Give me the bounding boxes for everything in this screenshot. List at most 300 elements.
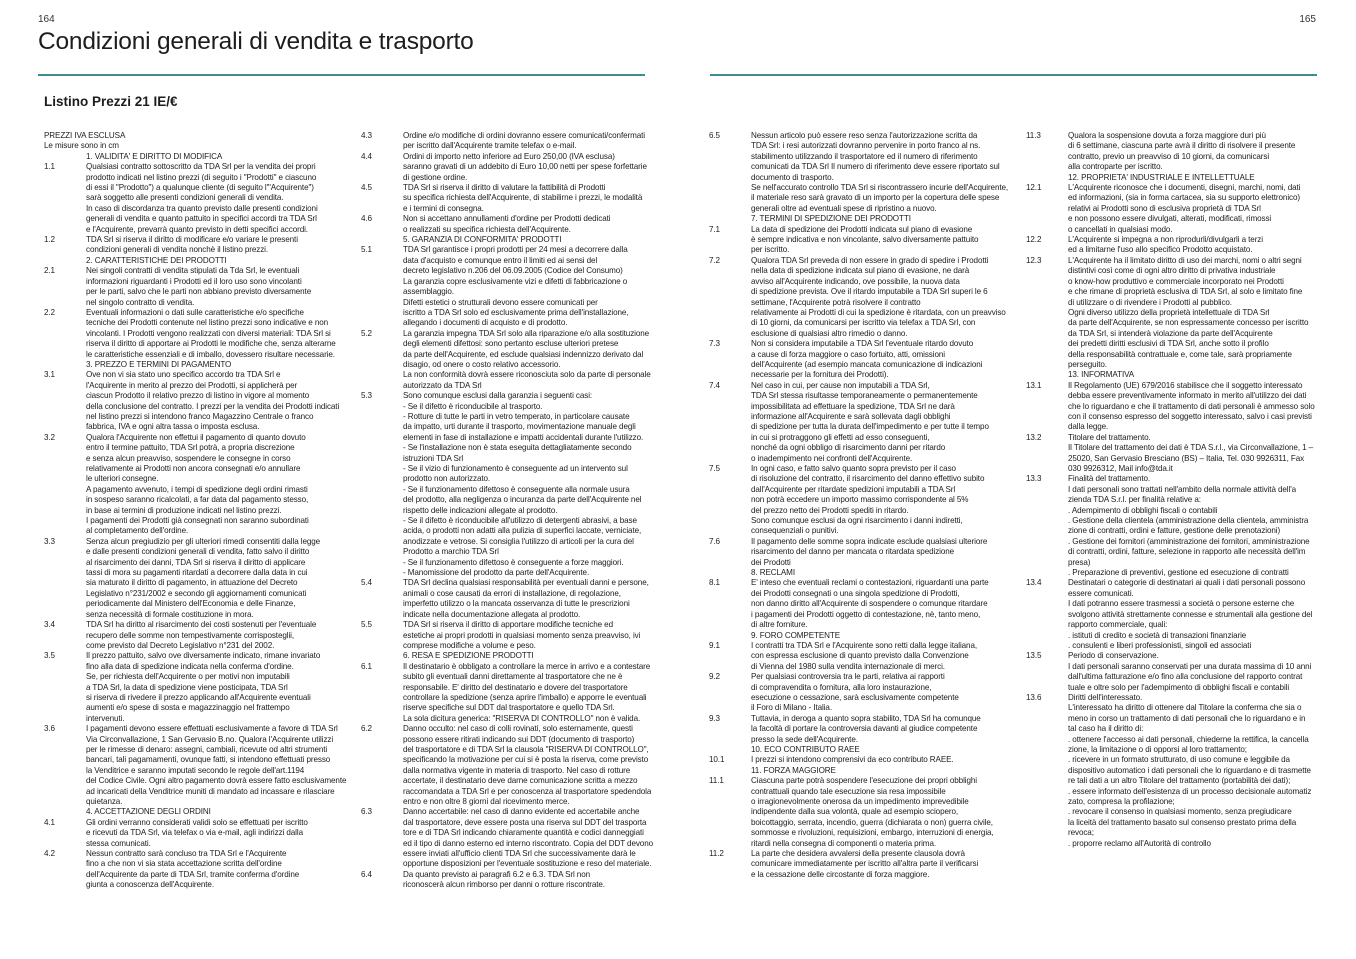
clause-number: 8.1: [709, 578, 720, 588]
clause-line: Non si accettano annullamenti d'ordine per Prodotti dedicati: [403, 214, 611, 224]
clause-line: del prezzo netto dei Prodotti spediti in ritardo.: [751, 505, 909, 515]
clause-line: zienda TDA S.r.l. per finalità relative a:: [1068, 495, 1201, 505]
clause-line: di 6 settimane, ciascuna parte avrà il diritto di risolvere il presente: [1068, 141, 1296, 151]
clause-row: [1026, 578, 1312, 651]
clause-line: Gli ordini verranno considerati validi solo se effettuati per iscritto: [86, 817, 308, 827]
clause-line: re tali dati a un altro Titolare del trattamento (portabilità dei dati);: [1068, 776, 1291, 786]
clause-line: per iscritto dall'Acquirente tramite telefax o e-mail.: [403, 141, 577, 151]
section-heading-row: [709, 745, 1005, 755]
clause-line: Il destinatario è obbligato a controllare la merce in arrivo e a contestare: [403, 661, 651, 671]
clause-line: Titolare del trattamento.: [1068, 432, 1151, 442]
clause-line: nel listino prezzi si intendono franco Magazzino Centrale o franco: [86, 411, 314, 421]
clause-line: non potrà eccedere un importo massimo corrispondente al 5%: [751, 495, 969, 505]
clause-number: 5.5: [361, 620, 372, 630]
clause-line: 13. INFORMATIVA: [1068, 370, 1135, 380]
clause-text: [751, 578, 1005, 630]
clause-text: [403, 152, 647, 183]
section-heading-row: [361, 235, 645, 245]
clause-line: avviso all'Acquirente indicando, ove possibile, la nuova data: [751, 276, 960, 286]
clause-line: I pagamenti devono essere effettuati esclusivamente a favore di TDA Srl: [86, 724, 338, 734]
clause-row: [361, 131, 645, 152]
clause-number: 12.2: [1026, 235, 1042, 245]
clause-text: [751, 849, 1005, 880]
clause-number: 13.5: [1026, 651, 1042, 661]
clause-line: Senza alcun pregiudizio per gli ulteriori rimedi consentiti dalla legge: [86, 536, 321, 546]
title-divider-right: [710, 74, 1317, 76]
section-heading-row: [44, 360, 334, 370]
clause-line: - Se il vizio di funzionamento è conseguente ad un intervento sul: [403, 464, 628, 473]
clause-text: [751, 776, 1005, 849]
clause-row: [1026, 693, 1312, 849]
clause-number: 11.3: [1026, 131, 1041, 140]
clause-line: intervenuti.: [86, 713, 125, 723]
intro-line: PREZZI IVA ESCLUSA: [44, 131, 126, 140]
clause-number: [44, 360, 86, 370]
clause-row: [44, 308, 334, 360]
clause-line: Nei singoli contratti di vendita stipulati da Tda Srl, le eventuali: [86, 266, 300, 276]
clause-line: Se, per richiesta dell'Acquirente o per motivi non imputabili: [86, 672, 290, 682]
clause-line: Finalità del trattamento.: [1068, 474, 1151, 484]
clause-line: o realizzati su specifica richiesta dell'Acquirente.: [403, 224, 571, 234]
clause-text: [86, 235, 334, 256]
clause-text: [1068, 173, 1312, 183]
clause-line: allegando i documenti di acquisto e di prodotto.: [403, 318, 568, 328]
clause-line: di contratti, ordini, fatture, selezione in rapporto alle necessità dell'im: [1068, 547, 1306, 557]
clause-line: Eventuali informazioni o dati sulle caratteristiche e/o specifiche: [86, 307, 304, 317]
clause-text: [1068, 370, 1312, 380]
clause-line: - Rotture di tutte le parti in vetro temperato, in particolare causate: [403, 411, 630, 421]
clause-line: TDA Srl garantisce i propri prodotti per 24 mesi a decorrere dalla: [403, 245, 628, 255]
clause-line: TDA Srl stessa risultasse temporaneamente o permanentemente: [751, 391, 978, 401]
clause-line: Qualora TDA Srl preveda di non essere in grado di spedire i Prodotti: [751, 255, 989, 265]
clause-number: [361, 235, 403, 245]
clause-text: [751, 672, 1005, 714]
clause-line: Il Regolamento (UE) 679/2016 stabilisce che il soggetto interessato: [1068, 380, 1303, 390]
clause-line: Ove non vi sia stato uno specifico accordo tra TDA Srl e: [86, 370, 281, 380]
clause-number: 11.2: [709, 849, 724, 859]
clause-text: [1068, 381, 1315, 433]
clause-number: 4.3: [361, 131, 372, 140]
clause-line: Qualora la sospensione dovuta a forza maggiore duri più: [1068, 131, 1266, 140]
clause-row: [361, 620, 645, 651]
clause-number: 6.1: [361, 661, 372, 671]
clause-line: autorizzato da TDA Srl: [403, 380, 482, 390]
clause-line: - Se il funzionamento difettoso è conseguente alla normale usura: [403, 484, 630, 494]
clause-line: a cause di forza maggiore o caso fortuito, atti, omissioni: [751, 349, 945, 359]
clause-line: debba essere preventivamente informato in merito all'utilizzo dei dati: [1068, 391, 1307, 401]
clause-line: Destinatari o categorie di destinatari ai quali i dati personali possono: [1068, 578, 1306, 588]
clause-line: TDA Srl declina qualsiasi responsabilità per eventuali danni e persone,: [403, 578, 649, 588]
clause-line: dalla normativa vigente in materia di trasporto. Nel caso di rotture: [403, 765, 631, 775]
clause-text: [751, 381, 1005, 464]
clause-line: Nessun articolo può essere reso senza l'autorizzazione scritta da: [751, 131, 978, 140]
clause-row: [361, 152, 645, 183]
clause-number: 2.2: [44, 307, 55, 317]
clause-line: opportune disposizioni per l'eventuale sostituzione e reso del materiale.: [403, 859, 652, 869]
clause-line: La parte che desidera avvalersi della presente clausola dovrà: [751, 849, 965, 859]
clause-text: [751, 537, 1005, 568]
clause-line: sommosse e rivoluzioni, requisizioni, embargo, interruzioni di energia,: [751, 828, 994, 838]
clause-line: tecniche dei Prodotti contenute nel listino prezzi sono indicative e non: [86, 318, 329, 328]
section-heading-row: [709, 214, 1005, 224]
clause-line: possono essere ritirati indicando sui DDT (documento di trasporto): [403, 734, 635, 744]
clause-number: 13.4: [1026, 578, 1042, 588]
clause-line: . ottenere l'accesso ai dati personali, chiederne la rettifica, la cancella: [1068, 734, 1309, 744]
clause-line: Da quanto previsto ai paragrafi 6.2 e 6.3. TDA Srl non: [403, 869, 591, 879]
clause-line: informazione all'Acquirente e sarà sollevata dagli obblighi: [751, 411, 951, 421]
clause-line: I dati personali saranno conservati per una durata massima di 10 anni: [1068, 661, 1312, 671]
clause-line: boicottaggio, serrata, incendio, guerra (dichiarata o non) guerra civile,: [751, 817, 993, 827]
clause-line: I pagamenti dei Prodotti già consegnati non saranno subordinati: [86, 516, 309, 526]
clause-line: ed a limitarne l'uso allo specifico Prodotto acquistato.: [1068, 245, 1253, 255]
clause-number: [44, 152, 86, 162]
clause-row: [361, 245, 645, 328]
clause-text: [403, 620, 645, 651]
clause-line: revoca;: [1068, 828, 1094, 838]
clause-row: [1026, 474, 1312, 578]
clause-number: 6.3: [361, 807, 372, 817]
clause-line: rispetto delle indicazioni allegate al prodotto.: [403, 505, 558, 515]
clause-line: necessarie per la fornitura dei Prodotti).: [751, 370, 889, 380]
clause-line: condizioni generali di vendita nonchè il listino prezzi.: [86, 245, 269, 255]
clause-text: [403, 807, 653, 869]
section-heading-row: [1026, 173, 1312, 183]
clause-number: 9.1: [709, 640, 720, 650]
clause-row: [361, 391, 645, 578]
clause-line: Sono comunque esclusi dalla garanzia i seguenti casi:: [403, 391, 593, 401]
clause-text: [403, 391, 645, 578]
clause-row: [1026, 380, 1315, 433]
clause-line: informazioni riguardanti i Prodotti ed il loro uso sono vincolanti: [86, 276, 302, 286]
clause-text: [86, 807, 334, 817]
clause-line: accertate, il destinatario deve darne comunicazione scritta a mezzo: [403, 776, 638, 786]
clause-text: [751, 214, 1005, 224]
clause-line: da parte dell'Acquirente, se non espressamente concesso per iscritto: [1068, 318, 1309, 328]
clause-number: 5.2: [361, 328, 372, 338]
clause-line: TDA Srl ha diritto al risarcimento dei costi sostenuti per l'eventuale: [86, 620, 317, 630]
clause-line: vincolanti. I Prodotti vengono realizzati con diversi materiali: TDA Srl si: [86, 328, 331, 338]
clause-number: 10.1: [709, 755, 725, 765]
clause-text: [751, 256, 1006, 339]
clause-row: [361, 578, 649, 620]
clause-line: della responsabilità contrattuale e, come tale, sarà propriamente: [1068, 349, 1292, 359]
clause-row: [709, 256, 1005, 339]
clause-line: 7. TERMINI DI SPEDIZIONE DEI PRODOTTI: [751, 214, 911, 224]
clause-line: Nessun contratto sarà concluso tra TDA Srl e l'Acquirente: [86, 849, 287, 859]
clause-line: la liceità del trattamento basato sul consenso prestato prima della: [1068, 817, 1297, 827]
clause-line: . essere informato dell'esistenza di un processo decisionale automatiz: [1068, 786, 1312, 796]
clause-line: sia maturato il diritto di pagamento, in attuazione del Decreto: [86, 578, 298, 588]
clause-line: è sempre indicativa e non vincolante, salvo diversamente pattuito: [751, 235, 979, 245]
clause-number: [709, 745, 751, 755]
clause-text: [403, 329, 651, 391]
clause-row: [709, 339, 1005, 381]
clause-number: 7.6: [709, 536, 720, 546]
clause-line: al completamento dell'ordine.: [86, 526, 189, 536]
clause-line: Il Titolare del trattamento dei dati è TDA S.r.l., via Circonvallazione, 1 –: [1068, 443, 1314, 453]
clause-text: [86, 433, 334, 537]
clause-row: [709, 381, 1005, 464]
clause-line: L'Acquirente si impegna a non riprodurli/divulgarli a terzi: [1068, 235, 1263, 245]
clause-line: . ricevere in un formato strutturato, di uso comune e leggibile da: [1068, 755, 1290, 765]
clause-number: 3.1: [44, 370, 55, 380]
clause-text: [751, 225, 1005, 256]
clause-number: 5.3: [361, 391, 372, 401]
clause-line: L'Acquirente ha il limitato diritto di uso dei marchi, nomi o altri segni: [1068, 255, 1302, 265]
clause-line: dei predetti diritti esclusivi di TDA Srl, anche sotto il profilo: [1068, 339, 1269, 349]
clause-line: e non possono essere divulgati, alterati, modificati, rimossi: [1068, 214, 1272, 224]
clause-row: [44, 620, 334, 651]
clause-line: da parte dell'Acquirente, ed esclude qualsiasi indennizzo derivato dal: [403, 349, 644, 359]
clause-line: consequenziali o punitivi.: [751, 526, 839, 536]
clause-line: dall'ultima fatturazione e/o fino alla conclusione del rapporto contrat: [1068, 672, 1303, 682]
clause-number: 4.2: [44, 849, 55, 859]
clause-line: Diritti dell'interessato.: [1068, 692, 1143, 702]
clause-line: le caratteristiche essenziali e di imballo, dovessero risultare necessarie.: [86, 349, 335, 359]
title-divider-left: [38, 74, 645, 76]
clause-line: riconoscerà alcun rimborso per danni o rotture riscontrate.: [403, 880, 605, 890]
clause-line: Danno accertabile: nel caso di danno evidente ed accertabile anche: [403, 807, 640, 817]
clause-line: e senza alcun preavviso, sospendere le consegne in corso: [86, 453, 291, 463]
clause-line: - Se il funzionamento difettoso è conseguente a forze maggiori.: [403, 557, 624, 567]
clause-line: L'Acquirente riconosce che i documenti, disegni, marchi, nomi, dati: [1068, 183, 1301, 193]
clause-number: 13.2: [1026, 432, 1042, 442]
clause-line: dei Prodotti: [751, 557, 791, 567]
clause-line: decreto legislativo n.206 del 06.09.2005 (Codice del Consumo): [403, 266, 623, 276]
section-heading-row: [44, 152, 334, 162]
clause-line: fabbrica, IVA e ogni altra tassa o imposta esclusa.: [86, 422, 260, 432]
clause-text: [403, 235, 645, 245]
clause-line: 3. PREZZO E TERMINI DI PAGAMENTO: [86, 359, 232, 369]
clause-line: di 10 giorni, da comunicarsi per iscritto via telefax a TDA Srl, con: [751, 318, 976, 328]
clause-line: Ordine e/o modifiche di ordini dovranno essere comunicati/confermati: [403, 131, 645, 140]
clause-number: 3.2: [44, 432, 55, 442]
page-title: Condizioni generali di vendita e trasporto: [38, 28, 474, 55]
clause-line: e ricevuti da TDA Srl, via telefax o via e-mail, agli indirizzi dalla: [86, 828, 303, 838]
clause-line: presso la sede dell'Acquirente.: [751, 734, 858, 744]
clause-text: [86, 152, 334, 162]
clause-number: [709, 766, 751, 776]
clause-line: relativi ai Prodotti sono di esclusiva proprietà di TDA Srl: [1068, 203, 1261, 213]
clause-line: per iscritto.: [751, 245, 790, 255]
clause-line: generali di vendita e quanto pattuito in specifici accordi tra TDA Srl: [86, 214, 317, 224]
clause-row: [44, 433, 334, 537]
clause-line: Se nell'accurato controllo TDA Srl si riscontrassero incurie dell'Acquirente,: [751, 183, 1009, 193]
clause-line: dalla legge.: [1068, 422, 1109, 432]
clause-text: [1068, 183, 1312, 235]
clause-line: Sono comunque esclusi da ogni risarcimento i danni indiretti,: [751, 516, 963, 526]
clause-number: 13.1: [1026, 380, 1042, 390]
clause-line: come previsto dal Decreto Legislativo n°231 del 2002.: [86, 640, 275, 650]
clause-line: si riserva di rivedere il prezzo applicando all'Acquirente eventuali: [86, 692, 311, 702]
clause-text: [751, 745, 1005, 755]
clause-line: o inadempimento nei confronti dell'Acquirente.: [751, 453, 913, 463]
clause-line: 030 9926312, Mail info@tda.it: [1068, 464, 1173, 473]
clause-text: [86, 818, 334, 849]
clause-line: Via Circonvallazione, 1 San Gervasio B.no. Qualora l'Acquirente utilizzi: [86, 734, 334, 744]
clause-line: I contratti tra TDA Srl e l'Acquirente sono retti dalla legge italiana,: [751, 640, 977, 650]
clause-line: esecuzione o cessazione, sarà esclusivamente competente: [751, 692, 959, 702]
clause-line: ed il tipo di danno esterno ed interno riscontrato. Copia del DDT devono: [403, 838, 654, 848]
clause-number: 3.6: [44, 724, 55, 734]
clause-line: I dati personali sono trattati nell'ambito della normale attività dell'a: [1068, 484, 1297, 494]
clause-line: La sola dicitura generica: "RISERVA DI CONTROLLO" non è valida.: [403, 713, 641, 723]
clause-number: 1.2: [44, 235, 55, 245]
clause-text: [403, 578, 649, 620]
clause-text: [86, 370, 339, 432]
clause-line: dispositivo automatico i dati personali che lo riguardano e di trasmette: [1068, 765, 1311, 775]
text-column-2: [361, 131, 654, 891]
clause-text: [86, 849, 334, 891]
clause-text: [86, 162, 334, 235]
clause-line: controllare la spedizione (senza aprire l'imballo) e apporre le eventuali: [403, 692, 647, 702]
clause-number: [1026, 173, 1068, 183]
clause-line: La garanzia copre esclusivamente vizi e difetti di fabbricazione o: [403, 276, 628, 286]
clause-number: 4.1: [44, 817, 55, 827]
clause-text: [1068, 256, 1312, 370]
clause-number: 11.1: [709, 776, 724, 786]
clause-line: TDA Srl si riserva il diritto di valutare la fattibilità di Prodotti: [403, 183, 606, 193]
clause-line: prodotto indicati nel listino prezzi (di seguito i "Prodotti" e ciascuno: [86, 172, 317, 182]
clause-line: 9. FORO COMPETENTE: [751, 630, 841, 640]
clause-line: - Se il difetto è riconducibile all'utilizzo di detergenti abrasivi, a base: [403, 516, 637, 526]
clause-text: [86, 651, 334, 724]
clause-line: riserva il diritto di apportare ai Prodotti le modifiche che, senza alterarne: [86, 339, 336, 349]
clause-line: I prezzi si intendono comprensivi da eco contributo RAEE.: [751, 755, 954, 765]
clause-line: contrattuali quando tale esecuzione sia resa impossibile: [751, 786, 946, 796]
clause-text: [751, 766, 1005, 776]
clause-text: [751, 339, 1005, 381]
intro-line: Le misure sono in cm: [44, 141, 119, 151]
clause-line: risarcimento del danno per mancata o ritardata spedizione: [751, 547, 955, 557]
clause-line: - Se il difetto è riconducibile al trasporto.: [403, 401, 543, 411]
clause-row: [44, 537, 334, 620]
clause-line: zione di contratti, ordini e fatture, gestione delle prenotazioni): [1068, 526, 1281, 536]
clause-row: [361, 183, 645, 214]
clause-line: assemblaggio.: [403, 287, 454, 297]
clause-line: in cui si protraggono gli effetti ad esso conseguenti,: [751, 432, 930, 442]
clause-line: - Manomissione del prodotto da parte dell'Acquirente.: [403, 568, 590, 578]
clause-line: tore e di TDA Srl indicando chiaramente quantità e codici danneggiati: [403, 828, 644, 838]
clause-line: disagio, od onere o costo relativo accessorio.: [403, 359, 561, 369]
clause-line: . proporre reclamo all'Autorità di controllo: [1068, 838, 1211, 848]
clause-line: rapporto commerciale, quali:: [1068, 620, 1168, 630]
clause-number: 7.4: [709, 380, 720, 390]
clause-line: I dati potranno essere trasmessi a società o persone esterne che: [1068, 599, 1295, 609]
clause-line: 2. CARATTERISTICHE DEI PRODOTTI: [86, 255, 227, 265]
text-column-1: [44, 131, 347, 891]
clause-line: dal trasportatore, deve essere posta una riserva sul DDT del trasporta: [403, 817, 647, 827]
clause-line: tal caso ha il diritto di:: [1068, 724, 1144, 734]
clause-line: la Venditrice e saranno imputati secondo le regole dell'art.1194: [86, 765, 305, 775]
clause-line: del Codice Civile. Ogni altro pagamento dovrà essere fatto esclusivamente: [86, 776, 347, 786]
clause-number: 2.1: [44, 266, 55, 276]
clause-line: In caso di discordanza tra quanto previsto dalle presenti condizioni: [86, 203, 318, 213]
clause-row: [709, 131, 1009, 214]
clause-text: [86, 266, 334, 308]
clause-number: 1.1: [44, 162, 55, 172]
clause-number: [1026, 370, 1068, 380]
clause-row: [1026, 256, 1312, 370]
clause-line: La garanzia impegna TDA Srl solo alla riparazione e/o alla sostituzione: [403, 328, 650, 338]
clause-line: Qualsiasi contratto sottoscritto da TDA Srl per la vendita dei propri: [86, 162, 316, 172]
clause-line: le ulteriori consegne.: [86, 474, 159, 484]
clause-line: su specifica richiesta dell'Acquirente, di stabilirne i prezzi, le modalità: [403, 193, 643, 203]
clause-line: prodotto non autorizzato.: [403, 474, 491, 484]
clause-row: [361, 807, 654, 869]
clause-line: l'Acquirente in merito al prezzo dei Prodotti, si applicherà per: [86, 380, 298, 390]
clause-line: estetiche ai propri prodotti in qualsiasi momento senza preavviso, ivi: [403, 630, 641, 640]
clause-row: [709, 578, 1005, 630]
clause-line: Legislativo n°231/2002 e secondo gli aggiornamenti comunicati: [86, 588, 307, 598]
clause-row: [709, 537, 1005, 568]
clause-row: [709, 714, 1005, 745]
clause-text: [1068, 433, 1313, 475]
clause-line: comunicati da TDA Srl Il numero di riferimento deve essere riportato sul: [751, 162, 1000, 172]
clause-line: la facoltà di portare la controversia davanti al giudice competente: [751, 724, 978, 734]
clause-row: [361, 661, 651, 724]
clause-line: raccomandata a TDA Srl e per conoscenza al trasportatore spedendola: [403, 786, 652, 796]
clause-line: di spedizione prevista. Ove il ritardo imputabile a TDA Srl superi le 6: [751, 287, 988, 297]
clause-number: 12.1: [1026, 183, 1042, 193]
clause-line: di utilizzare o di rivendere i Prodotti al pubblico.: [1068, 297, 1232, 307]
clause-line: e che rimane di proprietà esclusiva di TDA Srl, al solo e limitato fine: [1068, 287, 1303, 297]
clause-line: svolgono attività strettamente connesse e strumentali alla gestione del: [1068, 609, 1313, 619]
clause-line: TDA Srl si riserva il diritto di modificare e/o variare le presenti: [86, 235, 298, 245]
clause-line: di compravendita o fornitura, alla loro instaurazione,: [751, 682, 932, 692]
clause-text: [1068, 578, 1312, 651]
clause-number: 5.1: [361, 245, 372, 255]
clause-text: [403, 870, 645, 891]
clause-line: . Adempimento di obblighi fiscali o contabili: [1068, 505, 1218, 515]
clause-line: acida, o prodotti non adatti alla pulizia di superfici laccate, verniciate,: [403, 526, 642, 536]
clause-number: 13.3: [1026, 474, 1042, 484]
clause-line: senza necessità di formale costituzione in mora.: [86, 609, 254, 619]
clause-text: [403, 724, 651, 807]
clause-row: [44, 266, 334, 308]
clause-text: [751, 131, 1008, 214]
clause-line: relativamente ai Prodotti di cui la spedizione è ritardata, con un preavviso: [751, 307, 1006, 317]
clause-line: . istituti di credito e società di transazioni finanziarie: [1068, 630, 1247, 640]
clause-number: 3.5: [44, 651, 55, 661]
clause-line: dei Prodotti consegnati o una singola spedizione di Prodotti,: [751, 588, 960, 598]
clause-text: [751, 464, 1005, 537]
clause-text: [1068, 693, 1312, 849]
clause-line: in base ai termini di produzione indicati nel listino prezzi.: [86, 505, 282, 515]
page-number-left: 164: [38, 14, 55, 25]
clause-line: il materiale reso sarà gravato di un importo per la copertura delle spese: [751, 193, 1000, 203]
clause-line: perseguito.: [1068, 359, 1107, 369]
clause-line: e i termini di consegna.: [403, 203, 484, 213]
clause-number: 7.2: [709, 255, 720, 265]
clause-line: Per qualsiasi controversia tra le parti, relativa ai rapporti: [751, 672, 945, 682]
clause-row: [1026, 651, 1312, 693]
clause-row: [709, 464, 1005, 537]
clause-text: [751, 641, 1005, 672]
clause-line: comunicare immediatamente per iscritto all'altra parte il verificarsi: [751, 859, 979, 869]
clause-row: [44, 849, 334, 891]
clause-line: dell'Acquirente da parte di TDA Srl, tramite conferma d'ordine: [86, 869, 300, 879]
clause-line: . Gestione della clientela (amministrazione della clientela, amministra: [1068, 516, 1309, 526]
clause-line: entro e non oltre 8 giorni dal ricevimento merce.: [403, 797, 570, 806]
clause-line: ad incaricati della Venditrice muniti di mandato ad incassare e rilasciare: [86, 786, 335, 796]
clause-line: a TDA Srl, la data di spedizione viene posticipata, TDA Srl: [86, 682, 288, 692]
clause-line: periodicamente dal Ministero dell'Economia e delle Finanze,: [86, 599, 296, 609]
clause-line: di gestione ordine.: [403, 172, 468, 182]
clause-line: 8. RECLAMI: [751, 568, 795, 578]
clause-line: fino alla data di spedizione indicata nella conferma d'ordine.: [86, 661, 294, 671]
clause-line: di essi il "Prodotto") a qualunque cliente (di seguito l'"Acquirente"): [86, 183, 314, 193]
